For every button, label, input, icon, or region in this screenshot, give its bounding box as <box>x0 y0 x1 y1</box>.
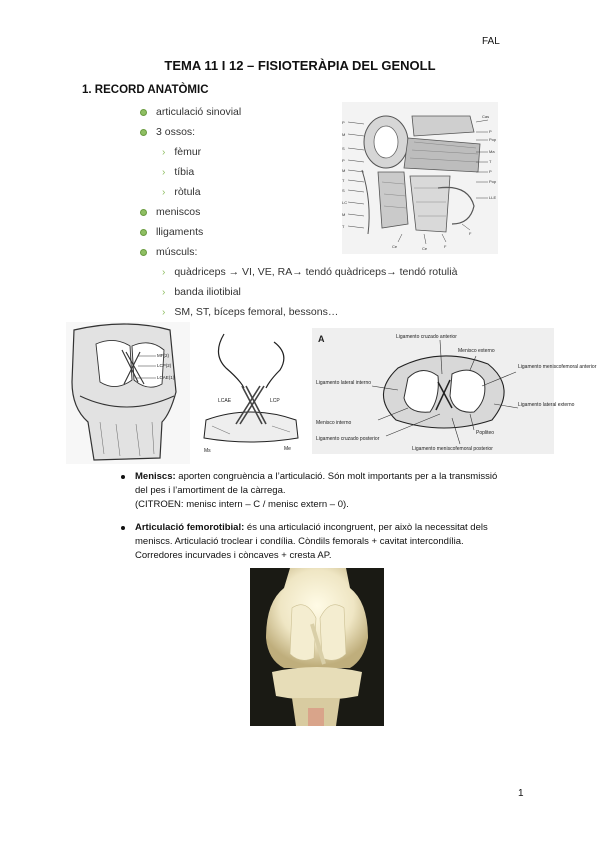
notes-list <box>118 470 538 572</box>
muscle-label: T <box>342 178 345 183</box>
outline-item: lligaments <box>140 222 380 242</box>
chevron-right-icon: › <box>162 286 166 298</box>
bullet-dot-icon <box>140 229 147 236</box>
bullet-dot-icon <box>140 109 147 116</box>
page-title: TEMA 11 I 12 – FISIOTERÀPIA DEL GENOLL <box>164 58 436 73</box>
knee-front-illustration <box>66 322 190 464</box>
cruciate-ligament-illustration <box>200 328 302 464</box>
muscle-label: M <box>342 132 346 137</box>
ligament-label: LCAE(1) <box>157 375 175 380</box>
muscle-label: T <box>342 224 345 229</box>
meniscus-label: Ligamento lateral interno <box>316 380 372 386</box>
ligament-label: LCP(2) <box>157 363 172 368</box>
chevron-right-icon: › <box>162 306 166 318</box>
page-number: 1 <box>518 788 524 799</box>
muscle-label: P <box>342 158 345 163</box>
bullet-dot-icon <box>121 526 125 530</box>
meniscus-label: Ligamento cruzado posterior <box>316 436 380 442</box>
muscle-label: P <box>489 169 492 174</box>
meniscus-label: Menisco interno <box>316 420 352 426</box>
meniscus-label: Ligamento meniscofemoral anterior <box>518 364 597 370</box>
bullet-dot-icon <box>140 209 147 216</box>
muscle-label: F <box>469 231 472 236</box>
muscle-label: LLE <box>489 195 497 200</box>
muscle-label: Ma <box>489 149 495 154</box>
outline-item: músculs: <box>140 242 380 262</box>
chevron-right-icon: › <box>162 266 166 278</box>
muscle-label: S <box>342 146 345 151</box>
muscle-label: F <box>444 244 447 249</box>
ligament-label: LCP <box>270 398 280 404</box>
ligament-label: Ms <box>204 448 211 454</box>
muscle-label: P <box>489 129 492 134</box>
section-heading: 1. RECORD ANATÒMIC <box>82 84 209 96</box>
header-code: FAL <box>482 36 500 47</box>
bullet-dot-icon <box>140 129 147 136</box>
ligament-label: MF(2) <box>157 353 169 358</box>
outline-item: articulació sinovial <box>140 102 380 122</box>
muscle-label: T <box>489 159 492 164</box>
muscle-label: Pop <box>489 179 497 184</box>
meniscus-label: Ligamento lateral externo <box>518 402 575 408</box>
outline-subitem: › banda iliotibial <box>162 286 241 298</box>
panel-letter: A <box>318 334 325 344</box>
meniscus-label: Ligamento cruzado anterior <box>396 334 457 340</box>
chevron-right-icon: › <box>162 146 166 158</box>
knee-model-photo <box>250 568 384 726</box>
meniscus-illustration <box>312 328 597 454</box>
ligament-label: Me <box>284 446 291 452</box>
meniscus-label: Menisco externo <box>458 348 495 354</box>
muscle-label: M <box>342 168 346 173</box>
outline-subitem: › ròtula <box>162 186 201 198</box>
bullet-dot-icon <box>140 249 147 256</box>
outline-subitem: › fèmur <box>162 146 202 158</box>
muscle-label: Ce <box>392 244 398 249</box>
outline-item: 3 ossos: <box>140 122 380 142</box>
bullet-dot-icon <box>121 475 125 479</box>
knee-muscle-illustration <box>342 102 498 254</box>
outline-subitem: › tíbia <box>162 166 195 178</box>
muscle-label: M <box>342 212 346 217</box>
muscle-label: Cas <box>482 114 490 119</box>
muscle-label: S <box>342 188 345 193</box>
outline-item: meniscos <box>140 202 380 222</box>
meniscus-label: Ligamento meniscofemoral posterior <box>412 446 493 452</box>
muscle-label: Ce <box>422 246 428 251</box>
outline-subitem: › quàdriceps → VI, VE, RA→ tendó quàdriceps→ tendó rotulià <box>162 266 458 278</box>
outline-subitem: › SM, ST, bíceps femoral, bessons… <box>162 306 339 318</box>
chevron-right-icon: › <box>162 166 166 178</box>
muscle-label: Pop <box>489 137 497 142</box>
muscle-label: P <box>342 120 345 125</box>
note-articulacio: Articulació femorotibial: és una articulació incongruent, per això la necessitat dels meniscs. Articulació troclear i condília. Còndils femorals + cavitat intercondília. Corredores incurvades i còncaves + cresta AP. <box>118 521 538 563</box>
meniscus-label: Popliteo <box>476 430 495 436</box>
muscle-label: LC <box>342 200 348 205</box>
chevron-right-icon: › <box>162 186 166 198</box>
note-meniscs: Meniscs: aporten congruència a l’articulació. Són molt importants per a la transmissió del pes i l’amortiment de la càrrega. (CITROEN: menisc intern – C / menisc extern – 0). <box>118 470 538 512</box>
ligament-label: LCAE <box>218 398 232 404</box>
